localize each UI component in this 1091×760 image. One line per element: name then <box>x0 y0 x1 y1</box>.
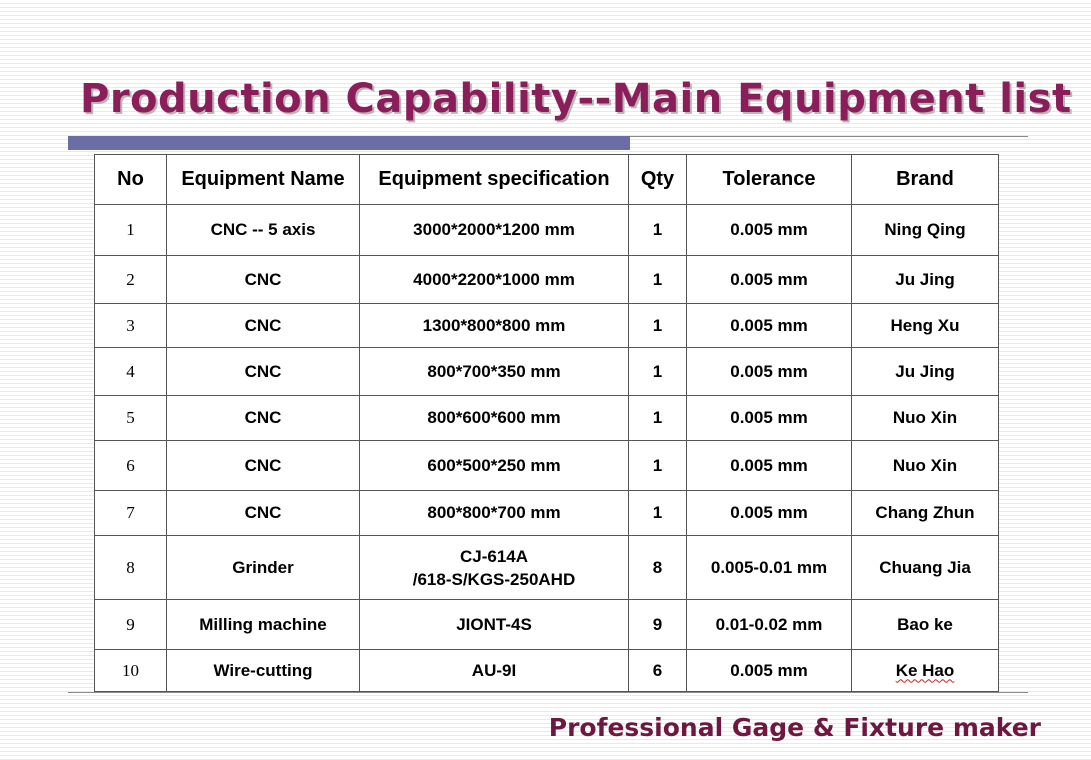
spec-line: 4000*2200*1000 mm <box>413 269 575 289</box>
cell-equipment-name: CNC <box>167 441 360 491</box>
cell-qty: 1 <box>629 396 687 441</box>
cell-tolerance: 0.005 mm <box>687 396 852 441</box>
cell-specification <box>360 600 629 650</box>
table-header-row <box>95 155 999 205</box>
table-row <box>95 304 999 348</box>
cell-brand: Nuo Xin <box>852 396 999 441</box>
cell-brand: Ning Qing <box>852 205 999 256</box>
table-row <box>95 650 999 692</box>
spec-line: 600*500*250 mm <box>427 455 561 475</box>
header-equipment-name: Equipment Name <box>167 155 360 205</box>
header-tolerance: Tolerance <box>687 155 852 205</box>
table-row <box>95 441 999 491</box>
spec-line-2: /618-S/KGS-250AHD <box>412 569 576 589</box>
cell-no: 7 <box>95 491 167 536</box>
cell-brand <box>852 650 999 692</box>
cell-equipment-name: Grinder <box>167 536 360 600</box>
cell-specification <box>360 304 629 348</box>
cell-tolerance: 0.005-0.01 mm <box>687 536 852 600</box>
title-underline-bar <box>68 136 630 150</box>
cell-brand: Ju Jing <box>852 348 999 396</box>
cell-qty: 1 <box>629 491 687 536</box>
cell-specification <box>360 256 629 304</box>
cell-equipment-name: CNC <box>167 304 360 348</box>
brand-text: Ke Hao <box>895 660 955 680</box>
table-row <box>95 348 999 396</box>
cell-no: 4 <box>95 348 167 396</box>
footer-tagline: Professional Gage & Fixture maker <box>548 713 1041 742</box>
cell-tolerance: 0.005 mm <box>687 348 852 396</box>
spec-line: 800*700*350 mm <box>427 361 561 381</box>
cell-qty: 9 <box>629 600 687 650</box>
cell-tolerance: 0.005 mm <box>687 441 852 491</box>
cell-tolerance: 0.005 mm <box>687 205 852 256</box>
spec-line: 1300*800*800 mm <box>422 315 566 335</box>
cell-equipment-name: CNC -- 5 axis <box>167 205 360 256</box>
cell-brand: Bao ke <box>852 600 999 650</box>
cell-equipment-name: CNC <box>167 256 360 304</box>
footer-divider-line <box>68 692 1028 693</box>
cell-qty: 1 <box>629 304 687 348</box>
cell-specification <box>360 396 629 441</box>
cell-no: 9 <box>95 600 167 650</box>
cell-no: 5 <box>95 396 167 441</box>
cell-specification <box>360 205 629 256</box>
cell-brand: Nuo Xin <box>852 441 999 491</box>
cell-specification <box>360 348 629 396</box>
cell-no: 6 <box>95 441 167 491</box>
cell-qty: 6 <box>629 650 687 692</box>
spec-line: JIONT-4S <box>456 614 532 634</box>
cell-no: 8 <box>95 536 167 600</box>
header-no: No <box>95 155 167 205</box>
table-row <box>95 396 999 441</box>
table-row <box>95 491 999 536</box>
table-row <box>95 536 999 600</box>
spec-line: 800*800*700 mm <box>427 503 561 522</box>
header-qty: Qty <box>629 155 687 205</box>
cell-no: 3 <box>95 304 167 348</box>
cell-equipment-name: Wire-cutting <box>167 650 360 692</box>
cell-qty: 1 <box>629 205 687 256</box>
cell-tolerance: 0.005 mm <box>687 650 852 692</box>
cell-brand: Ju Jing <box>852 256 999 304</box>
page-title: Production Capability--Main Equipment list <box>80 76 1072 122</box>
cell-no: 10 <box>95 650 167 692</box>
cell-specification <box>360 441 629 491</box>
header-brand: Brand <box>852 155 999 205</box>
table-row <box>95 205 999 256</box>
cell-specification <box>360 650 629 692</box>
cell-equipment-name: Milling machine <box>167 600 360 650</box>
cell-brand: Chang Zhun <box>852 491 999 536</box>
spec-line: AU-9I <box>471 660 517 680</box>
equipment-table <box>94 154 999 692</box>
cell-tolerance: 0.005 mm <box>687 304 852 348</box>
cell-qty: 1 <box>629 441 687 491</box>
title-divider-line <box>630 136 1028 137</box>
cell-equipment-name: CNC <box>167 348 360 396</box>
cell-qty: 1 <box>629 348 687 396</box>
cell-specification <box>360 536 629 600</box>
cell-no: 1 <box>95 205 167 256</box>
table-row <box>95 256 999 304</box>
cell-brand: Chuang Jia <box>852 536 999 600</box>
spec-line: 3000*2000*1200 mm <box>413 220 575 239</box>
cell-no: 2 <box>95 256 167 304</box>
header-equipment-specification: Equipment specification <box>360 155 629 205</box>
spec-line: 800*600*600 mm <box>427 408 561 427</box>
cell-equipment-name: CNC <box>167 491 360 536</box>
cell-equipment-name: CNC <box>167 396 360 441</box>
cell-qty: 8 <box>629 536 687 600</box>
spec-line: CJ-614A <box>459 546 529 566</box>
cell-specification <box>360 491 629 536</box>
cell-qty: 1 <box>629 256 687 304</box>
table-row <box>95 600 999 650</box>
cell-brand: Heng Xu <box>852 304 999 348</box>
cell-tolerance: 0.01-0.02 mm <box>687 600 852 650</box>
cell-tolerance: 0.005 mm <box>687 256 852 304</box>
cell-tolerance: 0.005 mm <box>687 491 852 536</box>
